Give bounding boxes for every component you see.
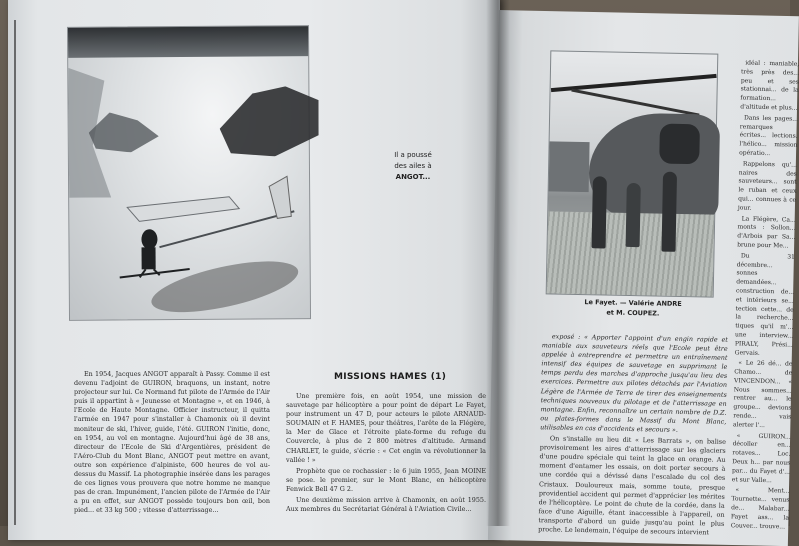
caption-line: et M. COUPEZ. <box>606 308 660 318</box>
paragraph: Rappelons qu'... naires des sauveteurs... sont le ruban et ceux qui... connues à ce jour. <box>737 160 798 212</box>
person <box>626 183 641 247</box>
person <box>662 172 678 252</box>
photo-sky <box>68 26 308 58</box>
paragraph: Dans les pages... remarques écrites... lections. l'hélico... mission opératio... <box>739 114 799 158</box>
paragraph: On s'installe au lieu dit « Les Barrats », on balise provisoirement les aires d'atterrissage sur les glaciers d'une poudre spéciale qui teint la glace en orange. Au moment d'entamer les essais, on doit porter secours à une cordée qui a dévissé dans l'escalade du col des Cristaux. Douloureux mais, somme toute, presque providentiel accident qui permet d'apprécier les mérites de l'hélicoptère. Le point de chute de la cordée, dans la face d'une Aiguille, étant inaccessible à l'appareil, on transporte d'abord un guide jusqu'au point le plus proche. Le lendemain, l'équipe de secours intervient <box>538 434 726 537</box>
paragraph: Prophète que ce rochassier : le 6 juin 1955, Jean MOINE se pose. le premier, sur le Mont Blanc, en hélicoptère Fenwick Bell 47 G 2. <box>286 466 486 493</box>
photo-rock <box>89 112 159 152</box>
paragraph: « Ment... Tournette... venus de... Malabar... Fayet ass... la Couver... trouve... <box>730 486 790 531</box>
rotor-blade <box>571 89 699 117</box>
caption-line: ANGOT... <box>395 173 431 181</box>
helicopter-window <box>659 124 700 165</box>
text-column-cropped <box>731 59 799 530</box>
paragraph: « Le 26 dé... de Chamo... de VINCENDON... « Nous sommes... rentrer au... le groupe... devions rende... vais alerter l'... <box>732 359 793 429</box>
truck <box>549 141 590 192</box>
caption-line: des ailes à <box>394 162 432 170</box>
paragraph: En 1954, Jacques ANGOT apparaît à Passy. Comme il est devenu l'adjoint de GUIRON, braquons, un instant, notre projecteur sur lui. Ce Normand fut pilote de l'Armée de l'Air puis il appartint à « Jeunesse et Montagne », et en 1946, à l'Ecole de Haute Montagne. Officier instructeur, il quitta l'armée en 1947 pour s'installer à Chamonix où il devint moniteur de ski, l'hiver, guide, l'été. GUIRON l'initie, donc, en 1954, au vol en montagne. Aujourd'hui âgé de 38 ans, directeur de l'Ecole de Ski d'Argentières, président de l'Aéro-Club du Mont Blanc, ANGOT peut mettre en avant, outre son expérience d'alpiniste, 600 heures de vol au-dessus du Massif. La photographie insérée dans les parages de ces lignes vous prouvera que notre homme ne manque pas de cran. Impunément, l'ancien pilote de l'Armée de l'Air a pu en effet, sur ANGOT possède toujours bon œil, bon pied... et 33 kg 500 ; vitesse d'atterrissage... <box>74 370 270 515</box>
margin-rule <box>14 20 16 525</box>
article-heading: MISSIONS HAMES (1) <box>334 372 447 382</box>
helicopter-photo-caption <box>548 296 718 319</box>
helicopter-photo <box>546 50 719 297</box>
paragraph: idéal : maniable, très près des... peu et ses stationnai... de la formation... d'altitude et plus... <box>740 59 799 112</box>
text-column <box>74 370 270 518</box>
paragraph: La Flégère, Ca... monts : Sollon... d'Arbois par Sa... brune pour Me... <box>737 215 796 250</box>
text-column <box>538 332 728 540</box>
paragraph: Une deuxième mission arrive à Chamonix, en août 1955. Aux membres du Secrétariat Général à l'Aviation Civile... <box>286 496 486 514</box>
photo-rock <box>208 86 318 157</box>
caption-line: Le Fayet. — Valérie ANDRE <box>584 298 682 308</box>
paragraph: « GUIRON... décoller en... rotaves... Loc. Deux h... par nous par... du Fayet d'... et sur Valle... <box>731 432 791 484</box>
glider-figure <box>119 176 300 287</box>
text-column <box>286 392 486 516</box>
paragraph: Du 31 décembre... sonnes demandées... construction de... et intérieurs se... tection cette... de la recherche... tiques qu'il m'... une interview... PIRALY, Prési... Gervais. <box>734 252 795 357</box>
paragraph: exposé : « Apporter l'appoint d'un engin rapide et maniable aux sauveteurs réels que l'Ecole peut être appelée à entreprendre et permettre un entraînement intensif des équipes de sauvetage en supprimant le temps perdu des marches d'approche jusqu'au lieu des exercices. Permettre aux pilotes détachés par l'Aviation Légère de l'Armée de Terre de tirer des enseignements techniques nouveaux du pilotage et de l'atterrissage en montagne. Enfin, reconnaître un certain nombre de D.Z. ou plates-formes dans le Massif du Mont Blanc, utilisables en cas d'accidents et secours ». <box>540 332 728 434</box>
glider-photo-caption <box>378 150 448 183</box>
helicopter-body <box>588 112 720 224</box>
person <box>592 176 607 248</box>
book-spine <box>486 0 510 526</box>
caption-line: Il a poussé <box>394 151 432 159</box>
glider-photo <box>67 25 311 321</box>
paragraph: Une première fois, en août 1954, une mission de sauvetage par hélicoptère a pour point de départ Le Fayet, pour instrument un 47 D, pour acteurs le pilote ARNAUD-SOUMAIN et F. HAMES, pour théâtres, l'arête de la Flégère, la Mer de Glace et l'étroite plate-forme du refuge du Couvercle, à plus de 2 800 mètres d'altitude. Armand CHARLET, le guide, s'écrie : « Cet engin va révolutionner la vallée ! » <box>286 392 486 464</box>
